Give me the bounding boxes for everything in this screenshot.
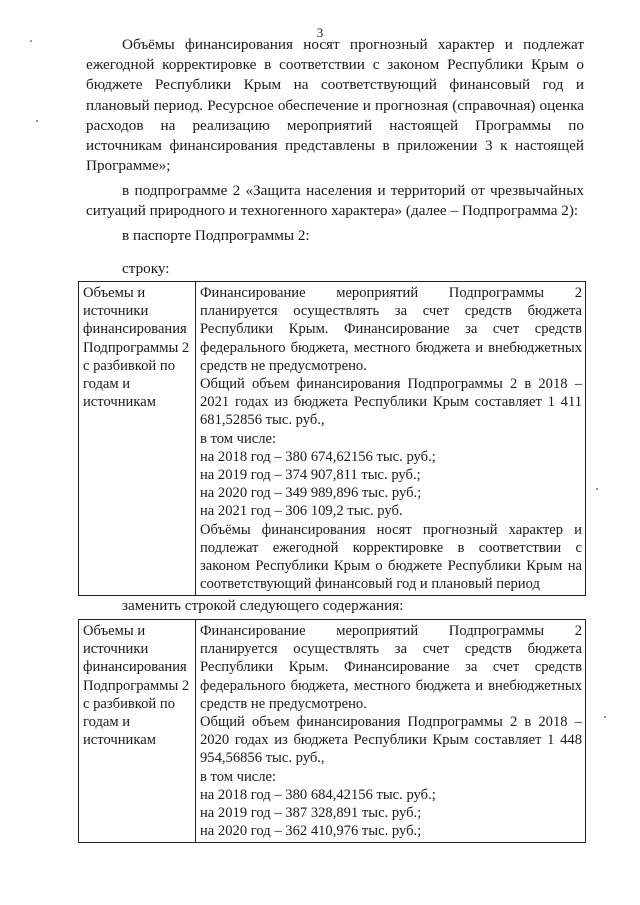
total-text: Общий объем финансирования Подпрограммы 2 в 2018 – 2020 годах из бюджета Республики Крым составляет 1 448 954,56856 тыс. руб., [200, 714, 582, 767]
funding-text: Финансирование мероприятий Подпрограммы 2 планируется осуществлять за счет средств бюджета Республики Крым. Финансирование за счет средств федерального бюджета, местного бюджета и внебюджетных средств не предусмотрено. [200, 285, 582, 374]
label-line: Объемы и [83, 623, 146, 639]
label-line: источники [83, 641, 149, 658]
table-row [79, 282, 586, 596]
page-number: 3 [316, 25, 324, 40]
year-line: на 2020 год – 349 989,896 тыс. руб.; [200, 485, 422, 502]
scan-speck [36, 120, 38, 122]
note-text: Объёмы финансирования носят прогнозный характер и подлежат ежегодной корректировке в соответствии с законом Республики Крым о бюджете Республики Крым на соответствующий финансовый год и плановый период [200, 521, 582, 593]
new-row-label-cell [79, 620, 196, 843]
year-line: на 2020 год – 362 410,976 тыс. руб.; [200, 823, 422, 840]
label-line: источникам [83, 732, 156, 749]
table-row [79, 620, 586, 843]
intro-paragraph: Объёмы финансирования носят прогнозный характер и подлежат ежегодной корректировке в соответствии с законом Республики Крым о бюджете Республики Крым на соответствующий финансовый год и плановый период. Ресурсное обеспечение и прогнозная (справочная) оценка расходов на реализацию мероприятий настоящей Программы по источникам финансирования представлены в приложении 3 к настоящей Программе»; [86, 36, 584, 175]
label-line: Подпрограммы 2 [83, 339, 190, 356]
old-row-content-cell [196, 282, 586, 596]
year-line: на 2018 год – 380 674,62156 тыс. руб.; [200, 448, 436, 465]
replace-line: заменить строкой следующего содержания: [122, 597, 404, 614]
including-label: в том числе: [200, 768, 277, 785]
old-row-table [78, 281, 586, 596]
subprogram-paragraph: в подпрограмме 2 «Защита населения и территорий от чрезвычайных ситуаций природного и техногенного характера» (далее – Подпрограмма 2): [86, 182, 584, 220]
new-row-table [78, 619, 586, 843]
including-label: в том числе: [200, 430, 277, 447]
row-line: строку: [122, 260, 170, 277]
label-line: Подпрограммы 2 [83, 677, 190, 694]
year-line: на 2019 год – 374 907,811 тыс. руб.; [200, 467, 421, 484]
old-row-label-cell [79, 282, 196, 596]
label-line: годам и [83, 714, 131, 731]
label-line: с разбивкой по [83, 357, 176, 374]
scan-speck [30, 40, 32, 42]
scan-speck [604, 716, 606, 718]
year-line: на 2021 год – 306 109,2 тыс. руб. [200, 503, 403, 520]
label-line: источникам [83, 394, 156, 411]
total-text: Общий объем финансирования Подпрограммы 2 в 2018 – 2021 годах из бюджета Республики Крым составляет 1 411 681,52856 тыс. руб., [200, 376, 582, 429]
funding-text: Финансирование мероприятий Подпрограммы 2 планируется осуществлять за счет средств бюджета Республики Крым. Финансирование за счет средств федерального бюджета, местного бюджета и внебюджетных средств не предусмотрено. [200, 623, 582, 712]
label-line: годам и [83, 376, 131, 393]
label-line: финансирования [83, 321, 187, 338]
new-row-content-cell [196, 620, 586, 843]
scan-speck [596, 488, 598, 490]
passport-line: в паспорте Подпрограммы 2: [122, 227, 310, 244]
label-line: источники [83, 303, 149, 320]
year-line: на 2018 год – 380 684,42156 тыс. руб.; [200, 786, 436, 803]
label-line: финансирования [83, 659, 187, 676]
year-line: на 2019 год – 387 328,891 тыс. руб.; [200, 805, 422, 822]
label-line: Объемы и [83, 285, 146, 301]
label-line: с разбивкой по [83, 695, 176, 712]
